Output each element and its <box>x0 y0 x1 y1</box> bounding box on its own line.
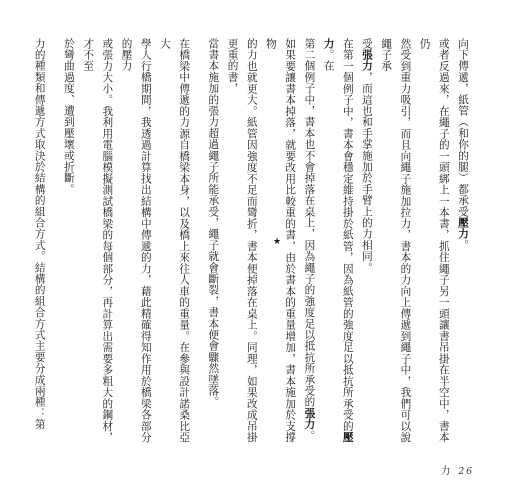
text-run: 力的種類和傳遞方式取決於結構的組合方式。結構的組合方式主要分成兩種：第 <box>33 38 46 430</box>
emphasized-term: 張力 <box>360 49 373 72</box>
text-column <box>30 38 49 443</box>
page-footer <box>441 462 474 477</box>
text-run: 。 <box>303 430 316 442</box>
text-run: 向下傳遞，紙管（和你的腿）都承受 <box>457 38 469 218</box>
emphasized-term: 壓力 <box>322 38 354 443</box>
text-column <box>78 38 116 443</box>
text-run: 如果要讓書本掉落，就要改用比較重的書，由於書本的重量增加，書本施加於支撐物 <box>264 38 297 443</box>
text-run: 。在 <box>322 49 335 72</box>
text-run: 在橋梁中傳遞的力源自橋梁本身，以及橋上來往人車的重量。在參與設計諾桑比亞大 <box>158 38 191 443</box>
text-run: ，而這也和手掌施加於手臂上的力相同。 <box>360 71 373 274</box>
text-column <box>59 38 78 443</box>
text-column <box>222 38 260 443</box>
text-run: 當書本施加的張力超過繩子所能承受，繩子就會斷裂，書本便會驟然墜落。 <box>207 38 220 408</box>
text-column <box>299 38 318 443</box>
text-run: 或者反過來，在繩子的一頭綁上一本書，抓住繩子另一頭讓書吊掛在半空中，書本仍 <box>418 38 450 443</box>
text-column <box>357 38 376 443</box>
page-number: 26 <box>458 467 474 477</box>
section-separator-star: ★ <box>273 237 282 247</box>
text-run: 於彎曲過度、遭到壓壞或折斷。 <box>62 38 75 195</box>
text-run: 的力也就更大。紙管因強度不足而彎折，書本便掉落在桌上。同理，如果改成吊掛更重的書， <box>226 38 258 443</box>
text-column <box>414 38 452 443</box>
running-chapter-title: 力 <box>440 466 453 477</box>
text-run: 受 <box>360 38 373 50</box>
emphasized-term: 壓力 <box>457 217 469 240</box>
emphasized-term: 張力 <box>303 407 316 431</box>
text-run: 或張力大小。我利用電腦模擬測試橋梁的每個部分，再計算出需要多粗大的鋼材，才不至 <box>82 38 114 443</box>
text-run: 在第一個例子中，書本會穩定維持掛於紙管，因為紙管的強度足以抵抗所承受的 <box>341 38 354 432</box>
text-run: 第二個例子中，書本也不會掉落在桌上，因為繩子的強度足以抵抗所承受的 <box>303 38 316 408</box>
text-run: 然受到重力吸引，而且向繩子施加拉力，書本的力向上傳遞到繩子中，我們可以說繩子承 <box>380 38 412 443</box>
text-column <box>155 38 193 443</box>
text-column <box>376 38 414 443</box>
body-text <box>33 38 472 443</box>
text-column <box>318 38 356 443</box>
text-run: 學人行橋期間，我透過計算找出結構中傳遞的力，藉此精確得知作用於橋梁各部分的壓力 <box>120 38 152 443</box>
text-column <box>453 38 472 443</box>
text-column <box>116 38 154 443</box>
text-column <box>203 38 222 443</box>
text-run: 。 <box>457 239 469 251</box>
